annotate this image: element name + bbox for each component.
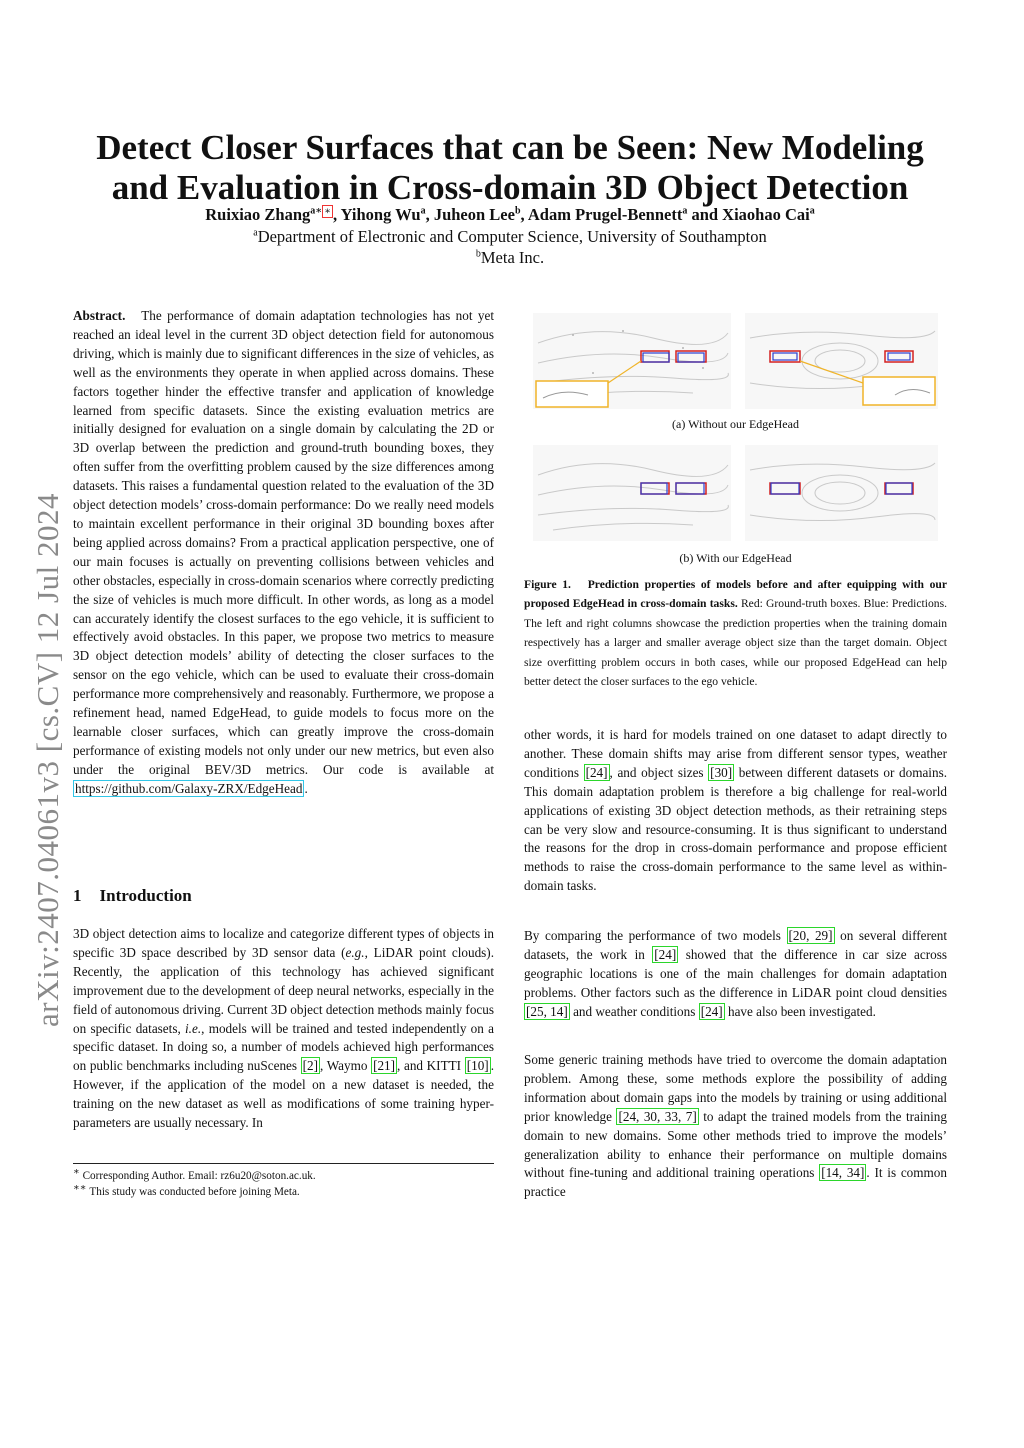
section-heading-introduction: [73, 886, 192, 906]
right-paragraph-1: [524, 726, 947, 896]
footnote-2: [73, 1182, 300, 1200]
author-4-sup: a: [682, 205, 688, 217]
author-5-sup: a: [809, 205, 815, 217]
intro-ie: i.e.: [185, 1020, 202, 1036]
citation-link[interactable]: [2]: [302, 1058, 319, 1074]
affiliation-b: [60, 248, 960, 268]
citation-link[interactable]: [30]: [710, 764, 733, 780]
footnote-1: [73, 1166, 316, 1184]
right-paragraph-2: [524, 927, 947, 1022]
citation-link[interactable]: [24]: [700, 1003, 723, 1019]
citation-link[interactable]: [20, 29]: [788, 928, 833, 943]
intro-text: , and KITTI: [397, 1058, 465, 1074]
title-line-1: Detect Closer Surfaces that can be Seen: New Modeling: [96, 128, 924, 167]
citation-link[interactable]: [24]: [585, 764, 608, 780]
intro-text: , Waymo: [320, 1058, 372, 1074]
point-cloud-image: [533, 313, 731, 409]
figure-panel-b-left: [533, 445, 731, 541]
affiliation-a-sup: a: [253, 227, 258, 239]
body-text: have also been investigated.: [724, 1003, 876, 1019]
body-text: between different datasets or domains. This domain adaptation problem is therefore a big challenge for real-world applications of existing 3D object detection methods, as their retraining steps can be very slow and resource-consuming. It is thus significant to understand the reasons for the drop in cross-domain performance and propose efficient methods to raise the cross-domain performance to the same level as within-domain tasks.: [524, 764, 947, 894]
section-title: Introduction: [99, 886, 192, 905]
affiliation-a: [60, 227, 960, 247]
body-text: to adapt the trained models from the training domain to new domains. Some other methods tried to improve the models’ generalization ability to enhance their performance on multiple domains without fine-tuning and additional training operations: [524, 1108, 947, 1181]
author-2-sup: a: [420, 205, 426, 217]
body-text: . It is common practice: [524, 1165, 947, 1200]
figure-panel-a-left: [533, 313, 731, 409]
body-text: on several different datasets, the work in: [524, 928, 947, 962]
author-4: , Adam Prugel-Bennett: [520, 205, 683, 224]
figure-caption-bold: Prediction properties of models before and after equipping with our proposed EdgeHead in cross-domain tasks.: [524, 578, 947, 611]
body-text: Some generic training methods have tried to overcome the domain adaptation problem. Among these, some methods explore the possibility of adding information about domain gaps into the models by training or using additional prior knowledge: [524, 1052, 947, 1124]
author-1: Ruixiao Zhang: [205, 205, 311, 224]
footnote-1-mark: ∗: [73, 1166, 80, 1178]
abstract-end: .: [304, 780, 308, 796]
subfigure-caption-b: (b) With our EdgeHead: [679, 551, 792, 565]
paper-title: [60, 128, 960, 208]
author-1-mark: ∗: [315, 205, 323, 217]
intro-text: , LiDAR point clouds). Recently, the application of this technology has achieved significant improvement due to the development of deep neural networks, especially in the field of autonomous driving. Current 3D object detection methods mainly focus on specific datasets,: [73, 944, 495, 1036]
citation-link[interactable]: [25, 14]: [526, 1003, 568, 1019]
author-1-sup: a: [310, 205, 316, 217]
abstract-text: The performance of domain adaptation technologies has not yet reached an ideal level in the current 3D object detection field for autonomous driving, which is mainly due to significant differences in the size of vehicles, as well as the environments they operate in when applied across domains. These factors together hinder the effective transfer and application of knowledge learned from specific datasets. Since the existing evaluation metrics are initially designed for evaluation on a single domain by calculating the 2D or 3D overlap between the prediction and ground-truth bounding boxes, they often suffer from the overfitting problem caused by the size differences among datasets. This raises a fundamental question related to the evaluation of the 3D object detection models’ cross-domain performance: Do we really need models to maintain excellent performance in their original 3D bounding boxes after being applied across domains? From a practical application perspective, one of our main focuses is actually on preventing collisions between vehicles and other obstacles, especially in cross-domain scenarios where correctly predicting the size of vehicles is much more difficult. In other words, as long as a model can accurately identify the closest surfaces to the ego vehicle, it is sufficient to effectively avoid obstacles. In this paper, we propose two metrics to measure 3D object detection models’ ability of detecting the closer surfaces to the sensor on the ego vehicle, which can be used to evaluate their cross-domain performance more comprehensively and reasonably. Furthermore, we propose a refinement head, named EdgeHead, to guide models to focus more on the learnable closer surfaces, which can greatly improve the cross-domain performance of existing models not only under our new metrics, but even also under the original BEV/3D metrics. Our code is available at: [73, 308, 494, 777]
author-3: , Juheon Lee: [425, 205, 515, 224]
code-link[interactable]: https://github.com/Galaxy-ZRX/EdgeHead: [75, 780, 303, 796]
affiliation-b-text: Meta Inc.: [480, 248, 545, 267]
author-3-sup: b: [514, 205, 521, 217]
author-5: and Xiaohao Cai: [687, 205, 810, 224]
citation-link[interactable]: [10]: [466, 1058, 489, 1074]
intro-eg: e.g.: [345, 944, 365, 960]
figure-caption-text: Red: Ground-truth boxes. Blue: Predictions. The left and right columns showcase the prediction properties when the training domain respectively has a larger and smaller average object size than the target domain. Object size overfitting problem occurs in both cases, while our proposed EdgeHead can help better detect the closer surfaces to the ego vehicle.: [524, 597, 947, 689]
footnote-2-text: This study was conducted before joining Meta.: [89, 1186, 300, 1198]
intro-paragraph-1: [73, 925, 494, 1133]
body-text: showed that the difference in car size across geographic locations is one of the main challenges for domain adaptation problems. Other factors such as the difference in LiDAR point cloud densities: [524, 946, 947, 1000]
point-cloud-image: [745, 445, 938, 541]
author-2: , Yihong Wu: [332, 205, 421, 224]
citation-link[interactable]: [24]: [654, 946, 677, 962]
footnote-1-text: Corresponding Author. Email: rz6u20@soton.ac.uk.: [82, 1170, 316, 1182]
figure-panel-a-right: [745, 313, 938, 409]
subfigure-caption-a: (a) Without our EdgeHead: [672, 417, 799, 431]
figure-caption: [524, 575, 947, 691]
intro-text: , models will be trained and tested independently on a specific dataset. In doing so, a number of models achieved high performances on public benchmarks including nuScenes: [73, 1020, 494, 1074]
figure-panel-b-right: [745, 445, 938, 541]
point-cloud-image: [745, 313, 938, 409]
body-text: , and object sizes: [609, 764, 709, 780]
author-list: [60, 205, 960, 225]
footnote-link[interactable]: ∗: [324, 205, 331, 217]
footnote-2-mark: ∗∗: [73, 1182, 87, 1194]
figure-label: Figure 1.: [524, 578, 571, 591]
abstract-label: Abstract.: [73, 308, 126, 323]
citation-link[interactable]: [21]: [373, 1058, 396, 1074]
citation-link[interactable]: [14, 34]: [821, 1165, 865, 1181]
arxiv-id: arXiv:2407.04061v3 [cs.CV] 12 Jul 2024: [30, 493, 65, 1027]
right-paragraph-3: [524, 1051, 947, 1202]
intro-text: . However, if the application of the model on a new dataset is needed, the training on the new dataset as well as modifications of some training hyper-parameters are usually necessary. In: [73, 1058, 494, 1131]
title-line-2: and Evaluation in Cross-domain 3D Object Detection: [111, 168, 909, 207]
point-cloud-image: [533, 445, 731, 541]
section-number: 1: [73, 886, 82, 905]
body-text: other words, it is hard for models trained on one dataset to adapt directly to another. These domain shifts may arise from different sensor types, weather conditions: [524, 727, 947, 780]
affiliation-b-sup: b: [475, 248, 481, 260]
body-text: and weather conditions: [569, 1003, 699, 1019]
affiliation-a-text: Department of Electronic and Computer Science, University of Southampton: [257, 227, 767, 246]
intro-text: 3D object detection aims to localize and categorize different types of objects in specific 3D space described by 3D sensor data (: [73, 926, 494, 960]
abstract: [73, 307, 494, 799]
body-text: By comparing the performance of two models: [524, 928, 787, 943]
citation-link[interactable]: [24, 30, 33, 7]: [618, 1108, 697, 1124]
footnote-divider: [73, 1163, 494, 1164]
